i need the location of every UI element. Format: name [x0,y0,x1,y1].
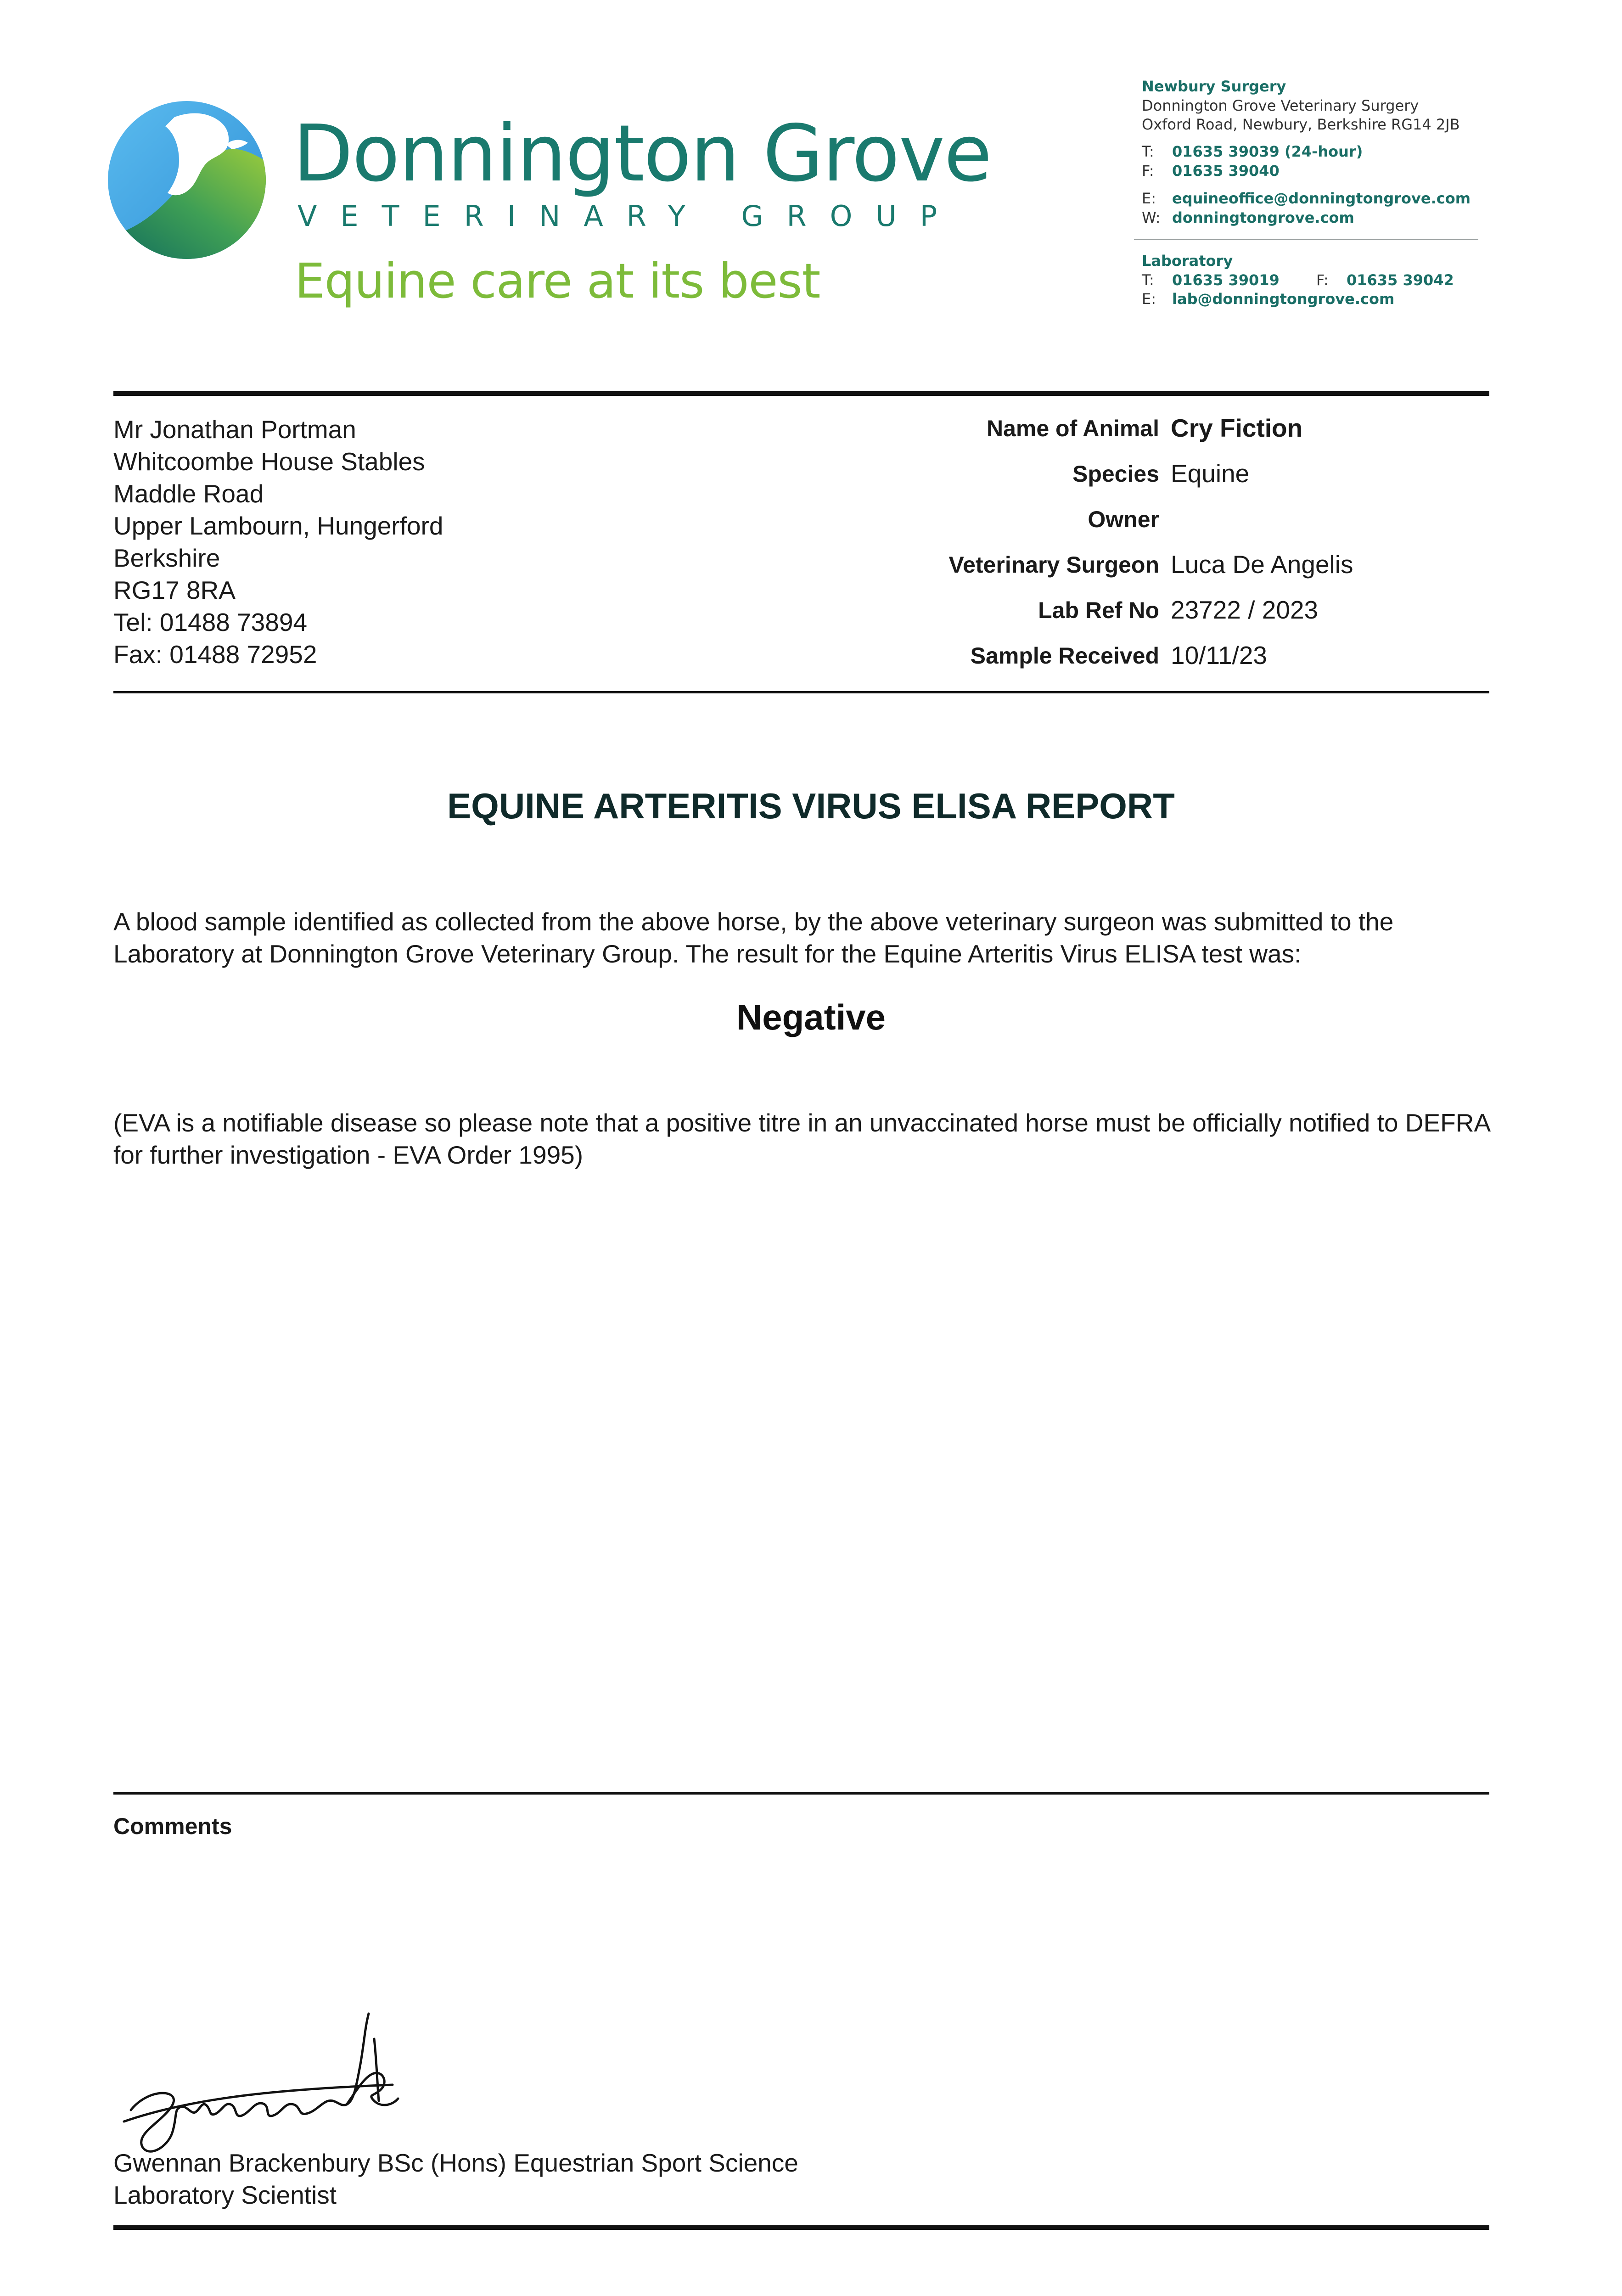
address-line3: Upper Lambourn, Hungerford [113,512,443,540]
animal-label: Name of Animal [986,416,1159,441]
comments-label: Comments [113,1813,232,1839]
detail-row-received [872,641,1469,686]
surgery-fax: 01635 39040 [1172,162,1280,180]
brand-subtitle: VETERINARY GROUP [297,199,961,233]
report-note: (EVA is a notifiable disease so please note that a positive titre in an unvaccinated horse must be officially notified to DEFRA for further investigation - EVA Order 1995) [113,1109,1490,1169]
lab-tel: 01635 39019 [1172,271,1280,289]
lab-heading: Laboratory [1142,252,1233,270]
address-line1: Whitcoombe House Stables [113,447,425,476]
surgery-tel: 01635 39039 (24-hour) [1172,143,1363,160]
surgery-email-block [1142,189,1470,227]
vet-value: Luca De Angelis [1171,550,1353,579]
brand-name: Donnington Grove [293,108,991,199]
report-title: EQUINE ARTERITIS VIRUS ELISA REPORT [447,786,1175,826]
owner-label: Owner [1088,506,1159,532]
signer-title: Laboratory Scientist [113,2181,337,2209]
recipient-fax: Fax: 01488 72952 [113,640,317,669]
signer-name: Gwennan Brackenbury BSc (Hons) Equestrian Sport Science [113,2149,798,2177]
signature-image [117,1995,402,2161]
surgery-contact [1142,77,1460,135]
sample-details [872,413,1469,686]
logo-icon [106,99,269,262]
tel-label: T: [1142,143,1154,160]
lab-fax-label: F: [1316,271,1329,289]
detail-row-vet [872,550,1469,595]
comments-rule [113,1792,1489,1795]
recipient-tel: Tel: 01488 73894 [113,608,308,636]
brand-tagline: Equine care at its best [295,253,820,309]
bottom-rule [113,2225,1489,2230]
signer-block [113,2147,798,2211]
detail-row-species [872,459,1469,504]
vet-label: Veterinary Surgeon [949,552,1159,578]
animal-value: Cry Fiction [1171,414,1303,442]
received-label: Sample Received [970,643,1159,669]
contact-divider [1134,239,1478,240]
surgery-phone-block [1142,142,1363,180]
species-value: Equine [1171,459,1250,488]
detail-row-owner [872,504,1469,550]
detail-row-labref [872,595,1469,641]
surgery-heading: Newbury Surgery [1142,78,1286,95]
lab-tel-label: T: [1142,271,1154,289]
top-rule [113,391,1489,396]
detail-row-animal [872,413,1469,459]
lab-contact [1142,252,1454,309]
lab-email: lab@donningtongrove.com [1172,290,1395,308]
address-postcode: RG17 8RA [113,576,236,604]
recipient-address [113,413,443,670]
lab-email-label: E: [1142,290,1156,308]
recipient-name: Mr Jonathan Portman [113,415,356,444]
received-value: 10/11/23 [1171,641,1268,670]
species-label: Species [1072,461,1159,487]
lab-fax: 01635 39042 [1346,271,1454,289]
fax-label: F: [1142,162,1154,180]
surgery-address-line2: Oxford Road, Newbury, Berkshire RG14 2JB [1142,116,1460,134]
report-intro: A blood sample identified as collected from the above horse, by the above veterinary surgeon was submitted to the Laboratory at Donnington Grove Veterinary Group. The result for the Equine Arteritis Virus ELISA test was: [113,907,1394,968]
surgery-email: equineoffice@donningtongrove.com [1172,190,1471,207]
surgery-website: donningtongrove.com [1172,208,1354,226]
labref-label: Lab Ref No [1038,597,1159,623]
email-label: E: [1142,190,1156,207]
web-label: W: [1142,208,1161,226]
address-line2: Maddle Road [113,479,264,508]
surgery-address-line1: Donnington Grove Veterinary Surgery [1142,96,1419,114]
address-line4: Berkshire [113,544,220,572]
labref-value: 23722 / 2023 [1171,596,1319,624]
details-rule [113,691,1489,693]
test-result: Negative [736,997,886,1037]
